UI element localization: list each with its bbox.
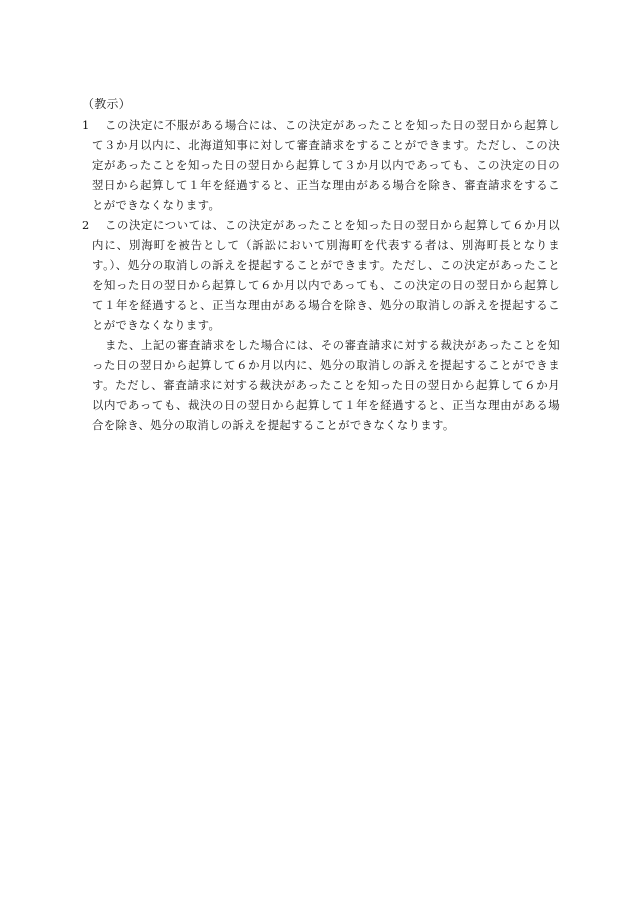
notice-item-1 [82, 115, 560, 215]
notice-item-2 [82, 215, 560, 336]
item-text: この決定については、この決定があったことを知った日の翌日から起算して６か月以内に、別海町を被告として（訴訟において別海町を代表する者は、別海町長となります。）、処分の取消しの訴えを提起することができます。ただし、この決定があったことを知った日の翌日から起算して６か月以内であっても、この決定の日の翌日から起算して１年を経過すると、正当な理由がある場合を除き、処分の取消しの訴えを提起することができなくなります。 [92, 218, 560, 333]
item-text: この決定に不服がある場合には、この決定があったことを知った日の翌日から起算して３か月以内に、北海道知事に対して審査請求をすることができます。ただし、この決定があったことを知った日の翌日から起算して３か月以内であっても、この決定の日の翌日から起算して１年を経過すると、正当な理由がある場合を除き、審査請求をすることができなくなります。 [92, 118, 560, 213]
notice-additional-paragraph: また、上記の審査請求をした場合には、その審査請求に対する裁決があったことを知った日の翌日から起算して６か月以内に、処分の取消しの訴えを提起することができます。ただし、審査請求に対する裁決があったことを知った日の翌日から起算して６か月以内であっても、裁決の日の翌日から起算して１年を経過すると、正当な理由がある場合を除き、処分の取消しの訴えを提起することができなくなります。 [92, 338, 560, 433]
item-number: 1 [82, 118, 90, 132]
notice-heading: （教示） [82, 97, 131, 111]
item-number: 2 [82, 218, 90, 232]
